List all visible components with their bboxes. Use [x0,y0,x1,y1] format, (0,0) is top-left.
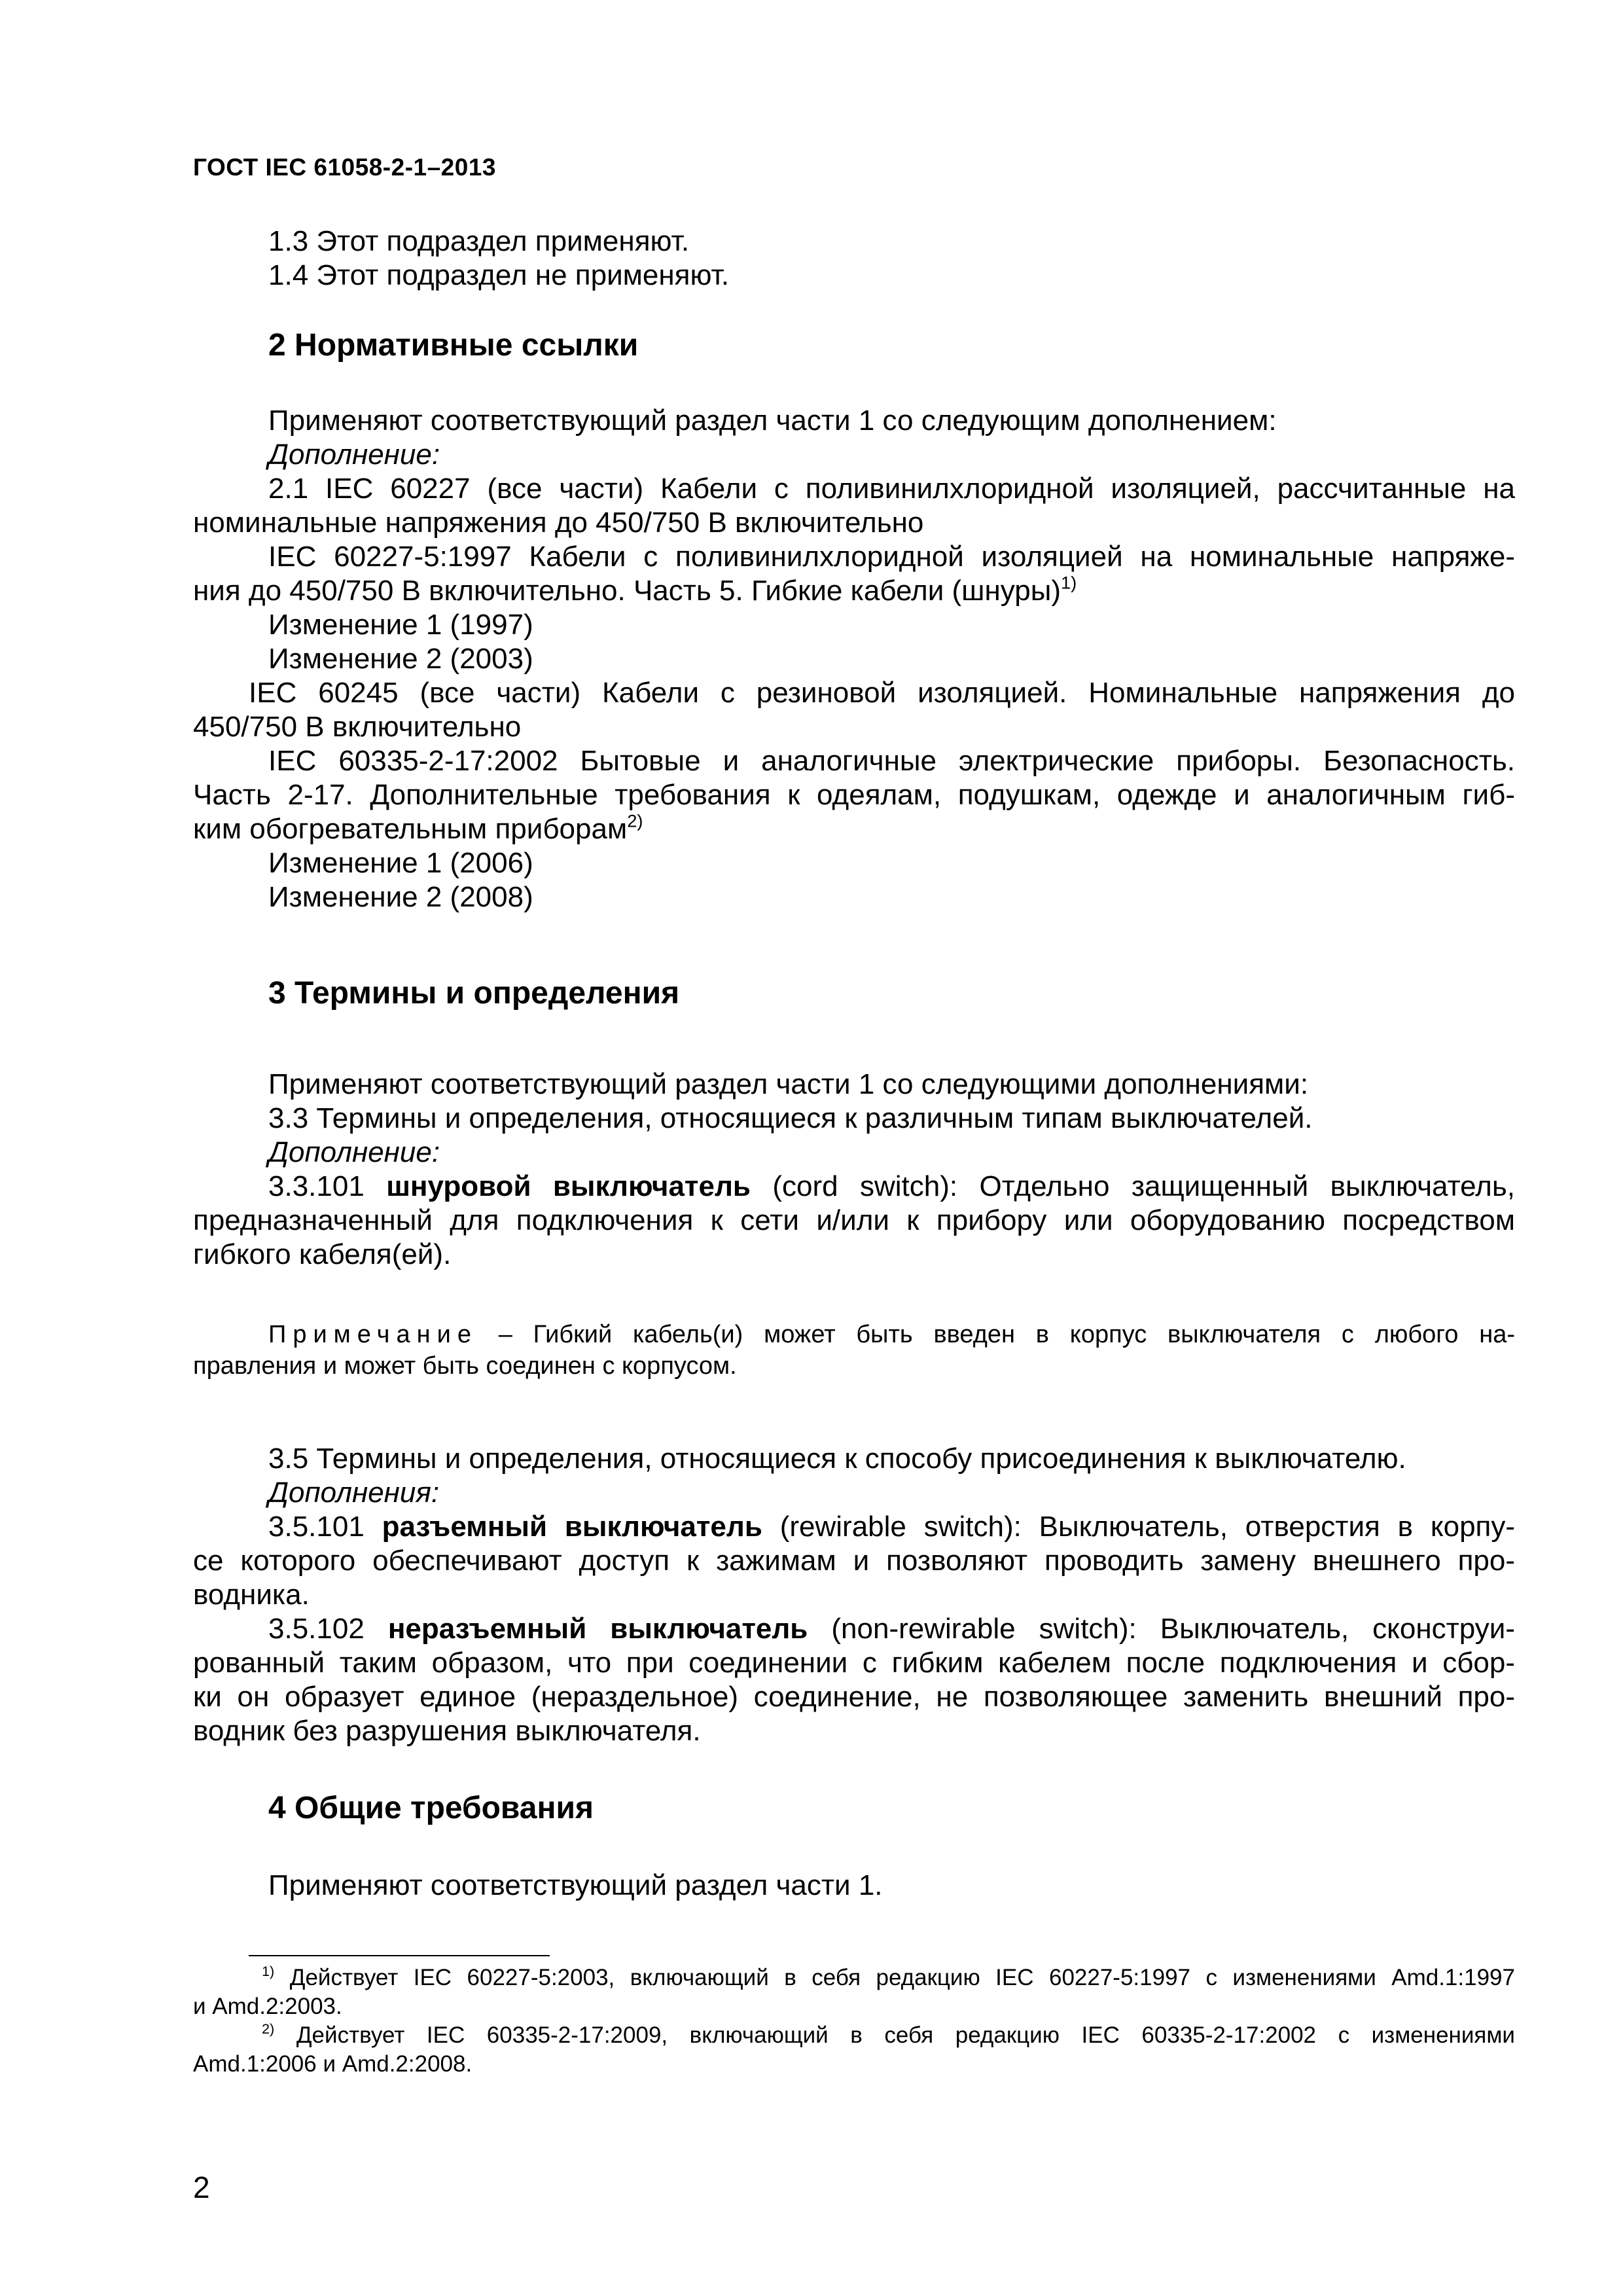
ref-iec60335-line3: ким обогревательным приборам$^{2)}$ [193,810,643,845]
ref-iec60227-line2: номинальные напряжения до 450/750 В включительно [193,507,924,539]
ref-iec60335-amendment-2: Изменение 2 (2008) [268,881,533,913]
ref-iec60335-line1: IEC 60335-2-17:2002 Бытовые и аналогичные электрические приборы. Безопасность. [268,745,1515,777]
section-4-text: Применяют соответствующий раздел части 1. [268,1869,883,1901]
ref-iec60335-line2: Часть 2-17. Дополнительные требования к одеялам, подушкам, одежде и аналогичным гиб- [193,779,1515,811]
section-2-addition-label: Дополнение: [268,439,440,471]
ref-iec60335-amendment-1: Изменение 1 (2006) [268,847,533,879]
footnote-1-line1: $^{1)}$ Действует IEC 60227-5:2003, включающий в себя редакцию IEC 60227-5:1997 с изменениями Amd.1:1997 [262,1962,1515,1990]
footnote-ref-2: 2) [627,810,643,831]
term-rewirable-switch: разъемный выключатель [382,1511,762,1543]
footnote-separator [249,1955,550,1956]
section-3-5-additions-label: Дополнения: [268,1477,440,1509]
term-3-3-101-line1: 3.3.101 шнуровой выключатель (cord switch): Отдельно защищенный выключатель, [268,1170,1515,1202]
clause-3-3: 3.3 Термины и определения, относящиеся к различным типам выключателей. [268,1102,1313,1134]
section-3-addition-label: Дополнение: [268,1136,440,1168]
footnote-1-line2: и Amd.2:2003. [193,1994,342,2019]
term-3-3-101-line3: гибкого кабеля(ей). [193,1238,452,1270]
term-3-5-102-line2: рованный таким образом, что при соединении с гибким кабелем после подключения и сбор- [193,1647,1515,1679]
ref-iec60245-line1: IEC 60245 (все части) Кабели с резиновой изоляцией. Номинальные напряжения до [249,677,1515,709]
ref-iec60227-5-amendment-1: Изменение 1 (1997) [268,609,533,641]
term-3-5-102-line3: ки он образует единое (нераздельное) соединение, не позволяющее заменить внешний про- [193,1681,1515,1713]
footnote-ref-1: 1) [1061,572,1077,593]
term-cord-switch: шнуровой выключатель [386,1170,751,1202]
clause-1-4: 1.4 Этот подраздел не применяют. [268,259,730,291]
term-3-5-101-line1: 3.5.101 разъемный выключатель (rewirable switch): Выключатель, отверстия в корпу- [268,1511,1516,1543]
note-line2: правления и может быть соединен с корпусом. [193,1352,737,1380]
term-3-5-102-line4: водник без разрушения выключателя. [193,1715,701,1747]
section-3-title: 3 Термины и определения [268,976,680,1011]
ref-iec60227-5-line1: IEC 60227-5:1997 Кабели с поливинилхлоридной изоляцией на номинальные напряже- [268,541,1515,573]
document-header: ГОСТ IEC 61058-2-1–2013 [193,154,496,181]
term-non-rewirable-switch: неразъемный выключатель [387,1613,808,1645]
term-3-5-102-line1: 3.5.102 неразъемный выключатель (non-rewirable switch): Выключатель, сконструи- [268,1613,1516,1645]
note-label: Примечание [268,1321,478,1348]
section-4-title: 4 Общие требования [268,1791,594,1825]
term-3-5-101-line3: водника. [193,1579,310,1611]
ref-iec60227-5-amendment-2: Изменение 2 (2003) [268,643,533,675]
note-line1: Примечание – Гибкий кабель(и) может быть введен в корпус выключателя с любого на- [268,1321,1515,1348]
ref-iec60227-line1: 2.1 IEC 60227 (все части) Кабели с поливинилхлоридной изоляцией, рассчитанные на [268,473,1515,505]
ref-iec60245-line2: 450/750 В включительно [193,711,522,743]
term-3-3-101-line2: предназначенный для подключения к сети и/или к прибору или оборудованию посредством [193,1204,1515,1236]
term-3-5-101-line2: се которого обеспечивают доступ к зажимам и позволяют проводить замену внешнего про- [193,1545,1515,1577]
page-number: 2 [193,2170,210,2204]
clause-1-3: 1.3 Этот подраздел применяют. [268,225,690,257]
ref-iec60227-5-line2: ния до 450/750 В включительно. Часть 5. Гибкие кабели (шнуры)$^{1)}$ [193,572,1077,607]
section-3-intro: Применяют соответствующий раздел части 1 со следующими дополнениями: [268,1068,1309,1100]
footnote-2-line2: Amd.1:2006 и Amd.2:2008. [193,2051,473,2077]
section-2-intro: Применяют соответствующий раздел части 1 со следующим дополнением: [268,404,1277,437]
footnote-2-line1: $^{2)}$ Действует IEC 60335-2-17:2009, включающий в себя редакцию IEC 60335-2-17:2002 с изменениями [262,2020,1515,2048]
section-2-title: 2 Нормативные ссылки [268,328,639,363]
clause-3-5: 3.5 Термины и определения, относящиеся к способу присоединения к выключателю. [268,1443,1406,1475]
